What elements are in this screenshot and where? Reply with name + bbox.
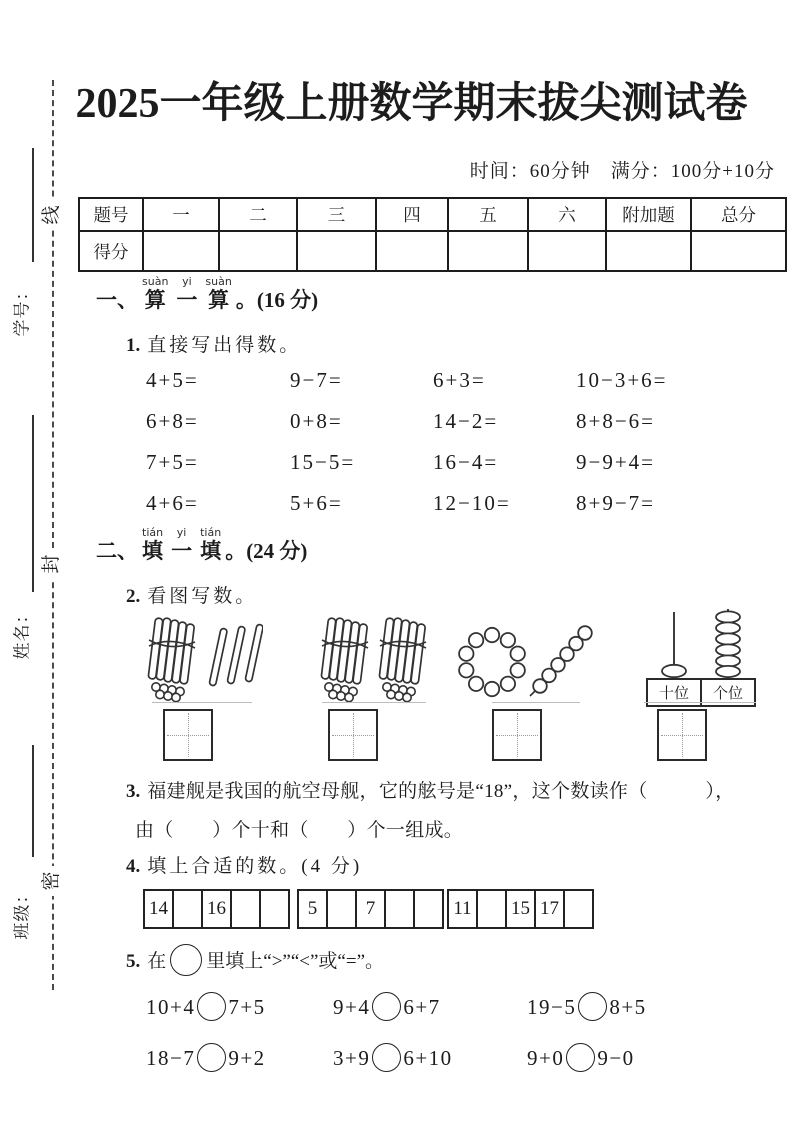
section-2-header	[96, 527, 307, 564]
class-writing-line	[32, 745, 34, 857]
strip-blank-cell[interactable]	[230, 889, 261, 929]
strip-blank-cell[interactable]	[563, 889, 594, 929]
math-problem: 4+6=	[146, 491, 199, 515]
seal-char-feng: 封	[37, 549, 67, 579]
strip-cell: 14	[143, 889, 174, 929]
strip-blank-cell[interactable]	[413, 889, 444, 929]
score-header-cell: 附加题	[606, 198, 691, 231]
question-3-line1: 3. 福建舰是我国的航空母舰，它的舷号是“18”，这个数读作（ ），	[126, 781, 735, 802]
comparison-problem: 19−5 8+5	[527, 992, 647, 1021]
class-label: 班级：	[12, 885, 32, 940]
name-label: 姓名：	[12, 605, 32, 660]
picture-baseline	[492, 702, 580, 703]
strip-blank-cell[interactable]	[172, 889, 203, 929]
math-problem: 0+8=	[290, 409, 343, 433]
math-problem: 5+6=	[290, 491, 343, 515]
picture-baseline	[644, 702, 756, 703]
abacus-tens-label: 十位	[646, 678, 702, 707]
section-2-number: 二、	[96, 539, 138, 563]
score-header-cell: 六	[528, 198, 606, 231]
score-row-label: 得分	[79, 231, 143, 271]
strip-blank-cell[interactable]	[259, 889, 290, 929]
strip-cell: 7	[355, 889, 386, 929]
picture-sticks-13	[145, 616, 263, 702]
pinyin-char: suàn 算	[142, 275, 169, 312]
strip-cell: 5	[297, 889, 328, 929]
answer-box[interactable]	[657, 709, 707, 761]
seal-char-mi: 密	[37, 866, 67, 896]
seal-char-line: 线	[37, 200, 67, 230]
picture-baseline	[152, 702, 252, 703]
score-blank-cell[interactable]	[376, 231, 448, 271]
compare-circle[interactable]	[197, 992, 226, 1021]
question-4-label: 4. 填上合适的数。(4 分)	[126, 856, 363, 877]
score-header-cell: 二	[219, 198, 297, 231]
math-problem: 10−3+6=	[576, 368, 668, 392]
question-3-line2: 由（ ）个十和（ ）个一组成。	[135, 820, 464, 841]
score-blank-cell[interactable]	[219, 231, 297, 271]
score-blank-cell[interactable]	[448, 231, 528, 271]
section-1-score: (16 分)	[256, 288, 319, 312]
question-1-problems	[146, 368, 668, 516]
compare-circle[interactable]	[372, 1043, 401, 1072]
strip-blank-cell[interactable]	[384, 889, 415, 929]
answer-box[interactable]	[492, 709, 542, 761]
name-writing-line	[32, 415, 34, 592]
score-header-cell: 五	[448, 198, 528, 231]
picture-beads-16	[452, 620, 594, 700]
picture-sticks-20	[318, 616, 432, 702]
abacus-rods	[646, 608, 758, 678]
score-header-cell: 总分	[691, 198, 786, 231]
section-1-punct: 。	[235, 288, 257, 312]
score-blank-cell[interactable]	[691, 231, 786, 271]
answer-box[interactable]	[163, 709, 213, 761]
math-problem: 4+5=	[146, 368, 199, 392]
math-problem: 6+8=	[146, 409, 199, 433]
number-strip-2	[297, 889, 444, 929]
score-header-cell: 一	[143, 198, 219, 231]
math-problem: 6+3=	[433, 368, 486, 392]
score-blank-cell[interactable]	[528, 231, 606, 271]
pinyin-char: yi 一	[171, 526, 193, 563]
score-table	[78, 197, 787, 272]
strip-cell: 11	[447, 889, 478, 929]
section-2-score: (24 分)	[246, 539, 308, 563]
pinyin-char: tián 填	[142, 526, 164, 563]
question-5-comparisons	[146, 992, 647, 1072]
compare-circle[interactable]	[578, 992, 607, 1021]
comparison-problem: 18−7 9+2	[146, 1043, 333, 1072]
math-problem: 16−4=	[433, 450, 499, 474]
compare-circle[interactable]	[372, 992, 401, 1021]
pinyin-char: yi 一	[176, 275, 198, 312]
section-1-header	[96, 276, 318, 313]
math-problem: 9−7=	[290, 368, 343, 392]
math-problem: 7+5=	[146, 450, 199, 474]
comparison-problem: 9+4 6+7	[333, 992, 527, 1021]
page-title: 2025一年级上册数学期末拔尖测试卷	[75, 81, 748, 127]
score-header-cell: 题号	[79, 198, 143, 231]
score-header-cell: 三	[297, 198, 376, 231]
math-problem: 12−10=	[433, 491, 511, 515]
math-problem: 8+9−7=	[576, 491, 656, 515]
pinyin-char: suàn 算	[205, 275, 232, 312]
strip-blank-cell[interactable]	[326, 889, 357, 929]
compare-circle[interactable]	[197, 1043, 226, 1072]
section-2-punct: 。	[225, 539, 247, 563]
strip-cell: 17	[534, 889, 565, 929]
score-header-cell: 四	[376, 198, 448, 231]
question-5-label: 5. 在 里填上“>”“<”或“=”。	[126, 944, 384, 976]
score-blank-cell[interactable]	[143, 231, 219, 271]
question-2-label: 2. 看图写数。	[126, 586, 258, 607]
picture-baseline	[322, 702, 426, 703]
strip-blank-cell[interactable]	[476, 889, 507, 929]
math-problem: 9−9+4=	[576, 450, 656, 474]
score-blank-cell[interactable]	[297, 231, 376, 271]
example-circle	[170, 944, 202, 976]
student-no-writing-line	[32, 148, 34, 262]
comparison-problem: 3+9 6+10	[333, 1043, 527, 1072]
student-no-label: 学号：	[12, 282, 32, 337]
abacus-ones-label: 个位	[700, 678, 756, 707]
strip-cell: 16	[201, 889, 232, 929]
picture-abacus-16	[646, 608, 758, 708]
section-1-number: 一、	[96, 288, 138, 312]
number-strip-1	[143, 889, 290, 929]
compare-circle[interactable]	[566, 1043, 595, 1072]
comparison-problem: 10+4 7+5	[146, 992, 333, 1021]
math-problem: 14−2=	[433, 409, 499, 433]
answer-box[interactable]	[328, 709, 378, 761]
math-problem: 15−5=	[290, 450, 356, 474]
exam-meta: 时间：60分钟 满分：100分+10分	[469, 161, 775, 182]
score-blank-cell[interactable]	[606, 231, 691, 271]
strip-cell: 15	[505, 889, 536, 929]
pinyin-char: tián 填	[200, 526, 222, 563]
math-problem: 8+8−6=	[576, 409, 656, 433]
comparison-problem: 9+0 9−0	[527, 1043, 647, 1072]
question-1-label: 1. 直接写出得数。	[126, 335, 302, 356]
number-strip-3	[447, 889, 594, 929]
